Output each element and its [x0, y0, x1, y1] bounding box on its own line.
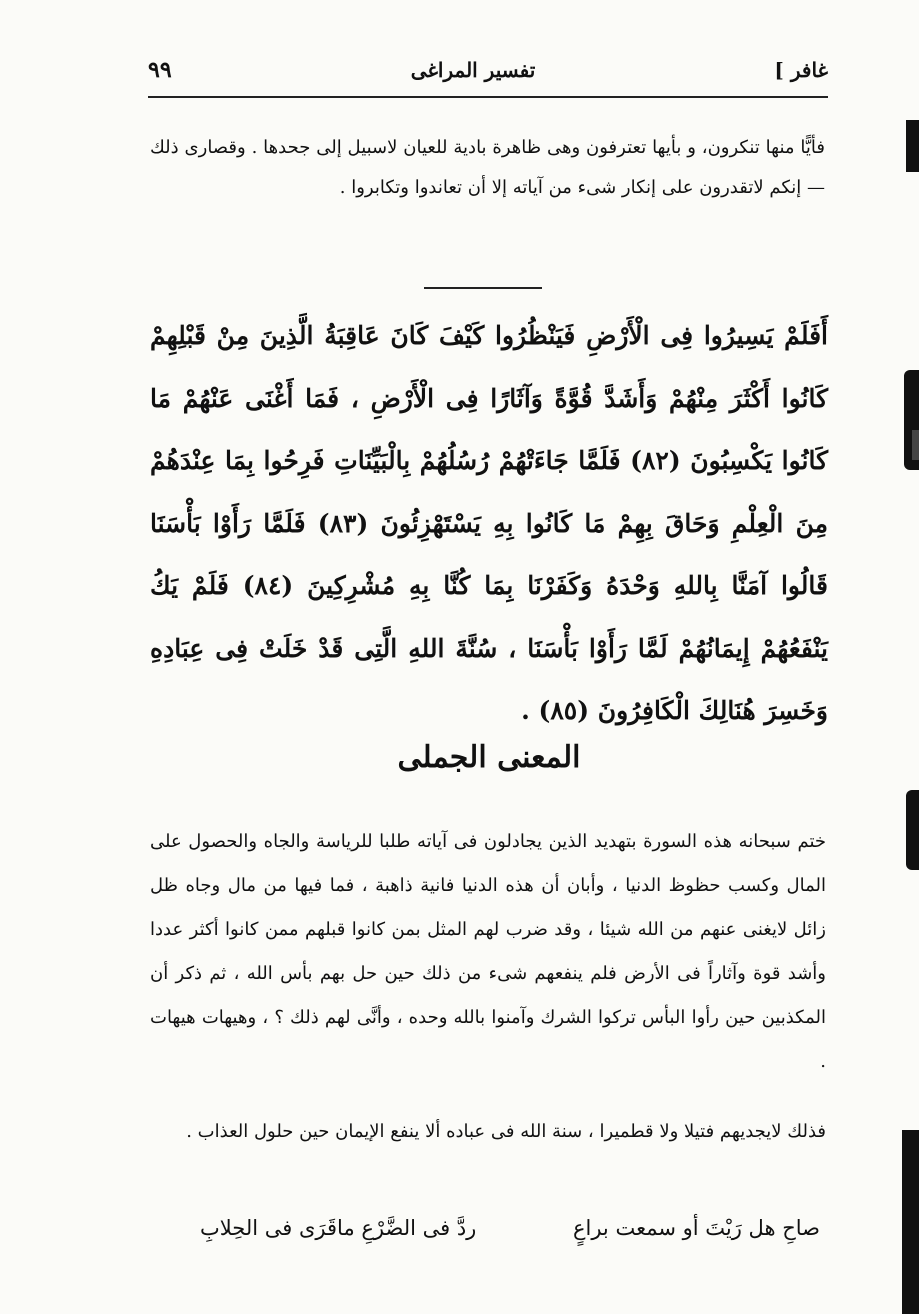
scan-edge-mark [912, 430, 919, 460]
closing-paragraph: فذلك لايجديهم فتيلا ولا قطميرا ، سنة الله فى عباده ألا ينفع الإيمان حين حلول العذاب . [186, 1121, 826, 1142]
poem-verse [200, 1198, 820, 1258]
scan-edge-mark [906, 120, 919, 172]
scan-edge-mark [902, 1130, 919, 1314]
section-heading: المعنى الجملى [397, 740, 581, 775]
surah-name: غافر ] [774, 58, 828, 82]
section-divider [424, 287, 542, 289]
quran-verses: أَفَلَمْ يَسِيرُوا فِى الْأَرْضِ فَيَنْظُرُوا كَيْفَ كَانَ عَاقِبَةُ الَّذِينَ مِنْ قَبْلِهِمْ كَانُوا أَكْثَرَ مِنْهُمْ وَأَشَدَّ قُوَّةً وَآثَارًا فِى الْأَرْضِ ، فَمَا أَغْنَى عَنْهُمْ مَا كَانُوا يَكْسِبُونَ (٨٢) فَلَمَّا جَاءَتْهُمْ رُسُلُهُمْ بِالْبَيِّنَاتِ فَرِحُوا بِمَا عِنْدَهُمْ مِنَ الْعِلْمِ وَحَاقَ بِهِمْ مَا كَانُوا بِهِ يَسْتَهْزِئُونَ (٨٣) فَلَمَّا رَأَوْا بَأْسَنَا قَالُوا آمَنَّا بِاللهِ وَحْدَهُ وَكَفَرْنَا بِمَا كُنَّا بِهِ مُشْرِكِينَ (٨٤) فَلَمْ يَكُ يَنْفَعُهُمْ إِيمَانُهُمْ لَمَّا رَأَوْا بَأْسَنَا ، سُنَّةَ اللهِ الَّتِى قَدْ خَلَتْ فِى عِبَادِهِ وَخَسِرَ هُنَالِكَ الْكَافِرُونَ (٨٥) . [150, 321, 828, 725]
page-header [148, 50, 828, 90]
book-title: تفسير المراغى [410, 58, 536, 82]
header-divider [148, 96, 828, 98]
poem-hemistich-second: ردَّ فى الضَّرْعِ ماقَرَى فى الحِلابِ [200, 1216, 477, 1240]
scan-edge-mark [906, 790, 919, 870]
poem-hemistich-first: صاحِ هل رَيْتَ أو سمعت براعٍ [572, 1216, 820, 1240]
page-number: ٩٩ [148, 57, 172, 83]
summary-paragraph: ختم سبحانه هذه السورة بتهديد الذين يجادلون فى آياته طلبا للرياسة والجاه والحصول على المال وكسب حظوظ الدنيا ، وأبان أن هذه الدنيا فانية ذاهبة ، فما فيها من مال وجاه ظل زائل لايغنى عنهم من الله شيئا ، وقد ضرب لهم المثل بمن كانوا قبلهم ممن كانوا أكثر عددا وأشد قوة وآثاراً فى الأرض فلم ينفعهم شىء من ذلك حين حل بهم بأس الله ، ثم ذكر أن المكذبين حين رأوا البأس تركوا الشرك وآمنوا بالله وحده ، وأنَّى لهم ذلك ؟ ، وهيهات هيهات . [150, 831, 826, 1072]
intro-paragraph: فأيًّا منها تنكرون، و بأيها تعترفون وهى ظاهرة بادية للعيان لاسبيل إلى جحدها . وقصارى ذلك — إنكم لاتقدرون على إنكار شىء من آياته إلا أن تعاندوا وتكابروا . [150, 137, 825, 198]
